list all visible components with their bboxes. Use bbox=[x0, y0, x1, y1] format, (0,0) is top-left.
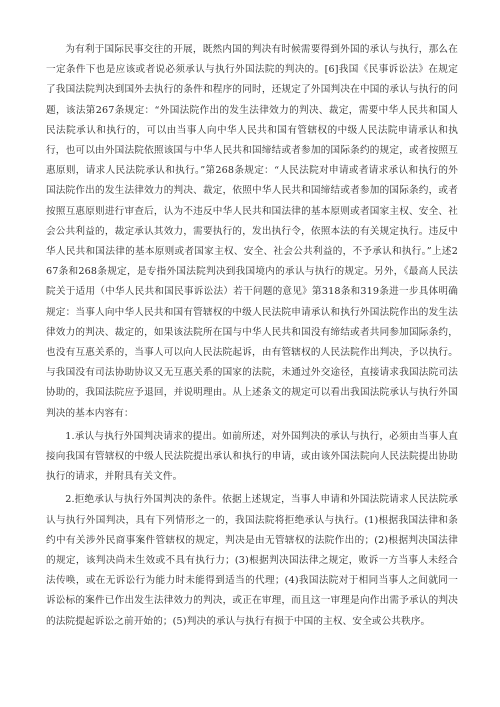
body-paragraph-2: 1.承认与执行外国判决请求的提出。如前所述，对外国判决的承认与执行，必须由当事人直接向我国有管辖权的中级人民法院提出承认和执行的申请，或由该外国法院向人民法院提出协助执行的请求，并附具有关文件。 bbox=[46, 430, 458, 483]
body-paragraph-3: 2.拒绝承认与执行外国判决的条件。依据上述规定，当事人申请和外国法院请求人民法院承认与执行外国判决，具有下列情形之一的，我国法院将拒绝承认与执行。(1)根据我国法律和条约中有关涉外民商事案件管辖权的规定，判决是由无管辖权的法院作出的；(2)根据判决国法律的规定，该判决尚未生效或不具有执行力；(3)根据判决国法律之规定，败诉一方当事人未经合法传唤，或在无诉讼行为能力时未能得到适当的代理；(4)我国法院对于相同当事人之间就同一诉讼标的案件已作出发生法律效力的判决，或正在审理，而且这一审理是向作出需予承认的判决的法院提起诉讼之前开始的；(5)判决的承认与执行有损于中国的主权、安全或公共秩序。 bbox=[46, 494, 458, 627]
body-paragraph-1: 为有利于国际民事交往的开展，既然内国的判决有时候需要得到外国的承认与执行，那么在一定条件下也是应该或者说必须承认与执行外国法院的判决的。[6]我国《民事诉讼法》在规定了我国法院判决到国外去执行的条件和程序的同时，还规定了外国判决在中国的承认与执行的问题，该法第267条规定：“外国法院作出的发生法律效力的判决、裁定，需要中华人民共和国人民法院承认和执行的，可以由当事人向中华人民共和国有管辖权的中级人民法院申请承认和执行，也可以由外国法院依照该国与中华人民共和国缔结或者参加的国际条约的规定，或者按照互惠原则，请求人民法院承认和执行。”第268条规定：“人民法院对申请或者请求承认和执行的外国法院作出的发生法律效力的判决、裁定，依照中华人民共和国缔结或者参加的国际条约，或者按照互惠原则进行审查后，认为不违反中华人民共和国法律的基本原则或者国家主权、安全、社会公共利益的，裁定承认其效力，需要执行的，发出执行令，依照本法的有关规定执行。违反中华人民共和国法律的基本原则或者国家主权、安全、社会公共利益的，不予承认和执行。”上述267条和268条规定，是专指外国法院判决到我国境内的承认与执行的规定。另外，《最高人民法院关于适用（中华人民共和国民事诉讼法）若干问题的意见》第318条和319条进一步具体明确规定：当事人向中华人民共和国有管辖权的中级人民法院申请承认和执行外国法院作出的发生法律效力的判决、裁定的，如果该法院所在国与中华人民共和国没有缔结或者共同参加国际条约，也没有互惠关系的，当事人可以向人民法院起诉，由有管辖权的人民法院作出判决，予以执行。与我国没有司法协助协议又无互惠关系的国家的法院，未通过外交途径，直接请求我国法院司法协助的，我国法院应予退回，并说明理由。从上述条文的规定可以看出我国法院承认与执行外国判决的基本内容有： bbox=[46, 44, 458, 419]
